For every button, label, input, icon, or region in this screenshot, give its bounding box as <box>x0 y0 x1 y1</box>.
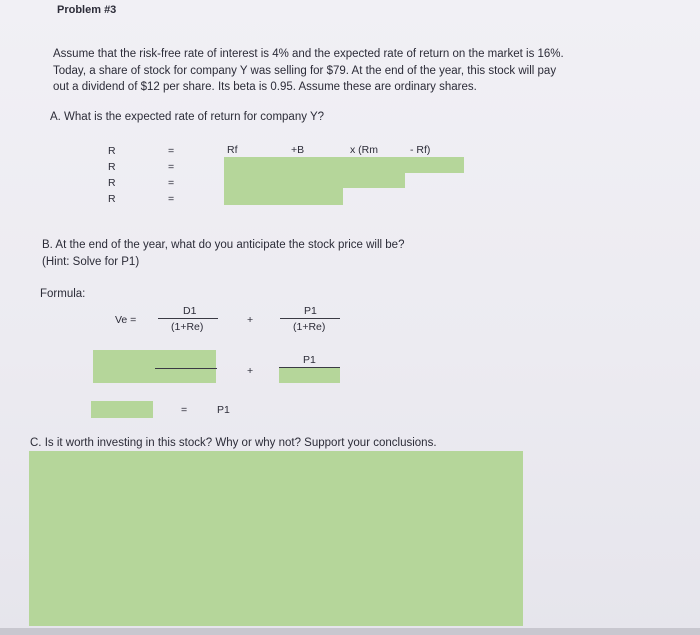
part-a-row-4-eq: = <box>168 193 175 205</box>
term-rf: Rf <box>227 144 238 156</box>
page-bottom-edge <box>0 628 700 635</box>
equals-sign: = <box>181 404 188 416</box>
answer-box-row-4[interactable] <box>224 188 343 205</box>
part-a-row-4-lhs: R <box>108 193 116 205</box>
plus-sign-2: + <box>247 365 254 377</box>
fraction-line-3 <box>155 368 217 369</box>
part-b-hint: (Hint: Solve for P1) <box>42 256 140 268</box>
answer-box-denominator[interactable] <box>279 368 340 383</box>
term-x-rm: x (Rm <box>350 144 378 156</box>
part-c-question: C. Is it worth investing in this stock? Why or why not? Support your conclusions. <box>30 437 437 449</box>
part-a-row-3-eq: = <box>168 177 175 189</box>
fraction-line-1 <box>158 318 218 319</box>
part-a-row-1-eq: = <box>168 145 175 157</box>
term-plus-b: +B <box>291 144 305 156</box>
ve-label: Ve = <box>115 314 137 326</box>
part-a-question: A. What is the expected rate of return for company Y? <box>50 111 325 123</box>
answer-box-row-3[interactable] <box>224 173 405 188</box>
part-a-row-2-eq: = <box>168 161 175 173</box>
numerator-p1: P1 <box>304 305 317 317</box>
term-minus-rf: - Rf) <box>410 144 431 156</box>
part-b-question: B. At the end of the year, what do you anticipate the stock price will be? <box>42 239 405 251</box>
formula-label: Formula: <box>40 288 86 300</box>
problem-title: Problem #3 <box>57 4 117 16</box>
denominator-2: (1+Re) <box>293 321 326 333</box>
part-a-row-1-lhs: R <box>108 145 116 157</box>
part-a-row-2-lhs: R <box>108 161 116 173</box>
part-a-row-3-lhs: R <box>108 177 116 189</box>
fraction-line-2 <box>280 318 340 319</box>
result-p1: P1 <box>217 404 230 416</box>
intro-line-3: out a dividend of $12 per share. Its beta is 0.95. Assume these are ordinary shares. <box>53 81 477 93</box>
numerator-p1-2: P1 <box>303 354 316 366</box>
numerator-d1: D1 <box>183 305 197 317</box>
answer-box-row-2[interactable] <box>224 157 464 173</box>
answer-box-p1[interactable] <box>91 401 153 418</box>
answer-box-dividend[interactable] <box>93 350 216 383</box>
intro-line-2: Today, a share of stock for company Y was selling for $79. At the end of the year, this stock will pay <box>53 65 557 77</box>
intro-line-1: Assume that the risk-free rate of interest is 4% and the expected rate of return on the market is 16%. <box>53 48 564 60</box>
plus-sign-1: + <box>247 314 254 326</box>
answer-box-part-c[interactable] <box>29 451 523 626</box>
denominator-1: (1+Re) <box>171 321 204 333</box>
